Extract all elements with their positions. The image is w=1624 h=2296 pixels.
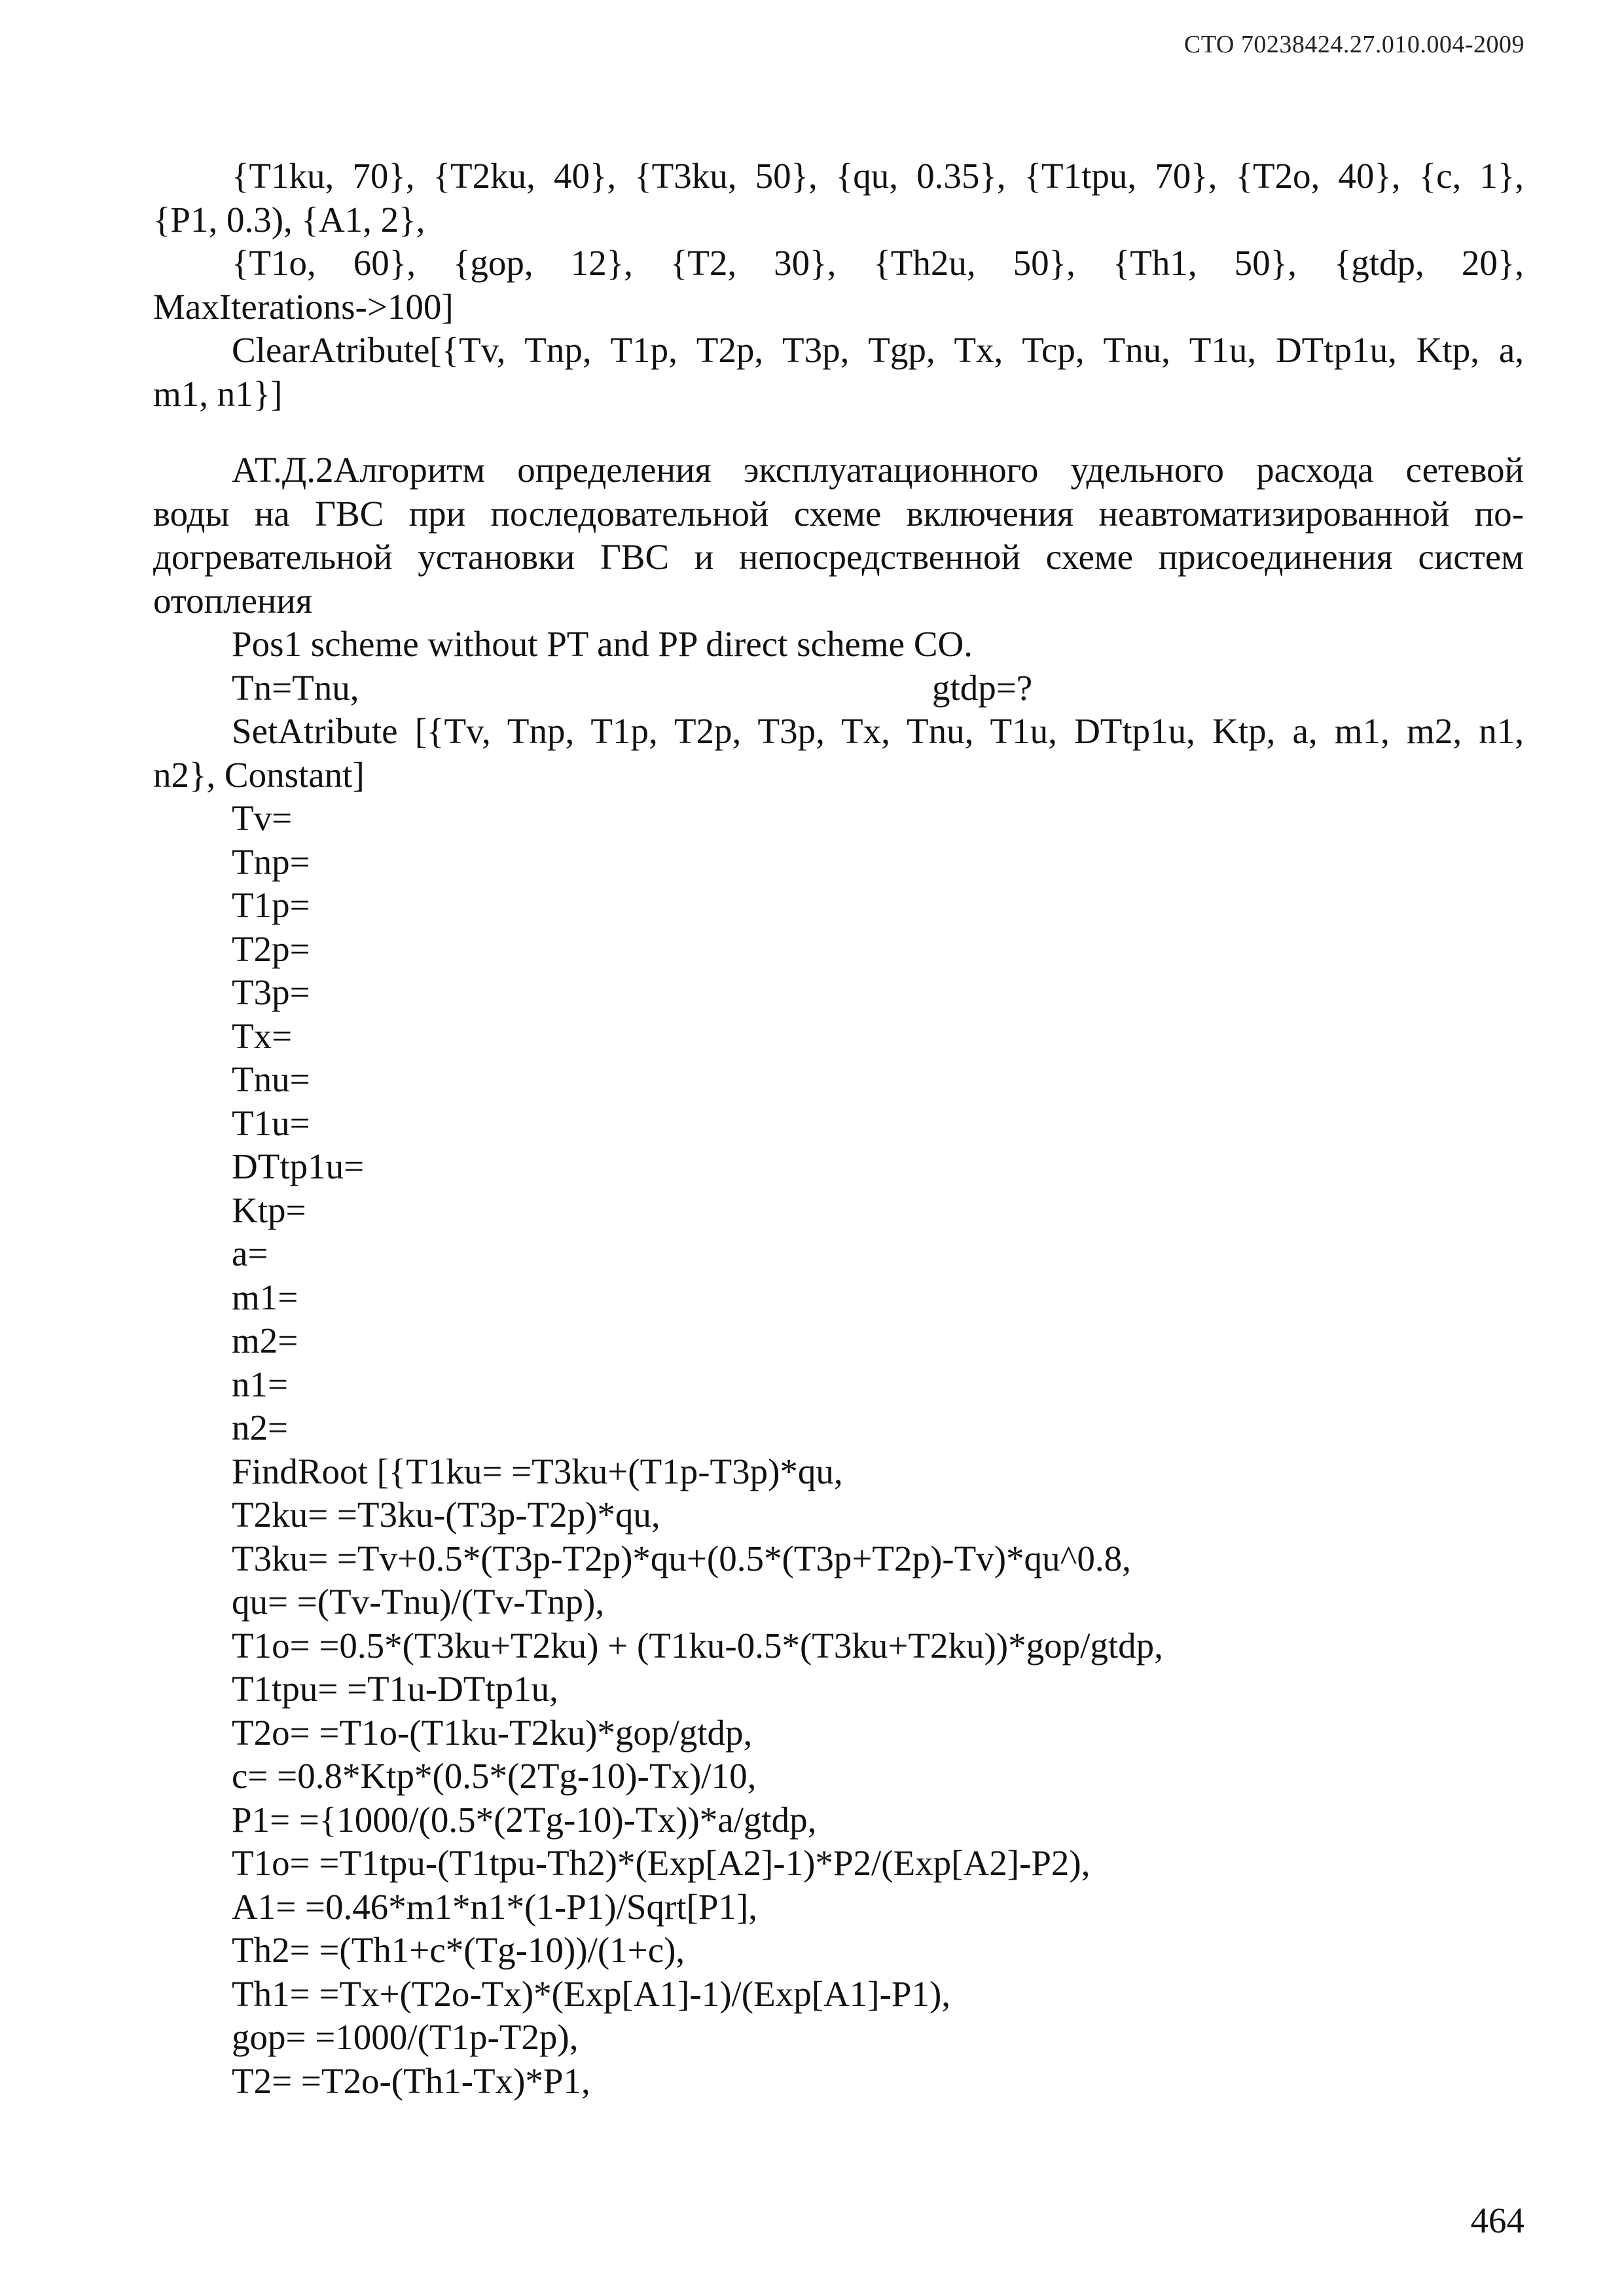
variable-line: n2= bbox=[232, 1408, 289, 1448]
equation-line: FindRoot [{T1ku= =T3ku+(T1p-T3p)*qu, bbox=[232, 1451, 843, 1491]
variable-line: T1p= bbox=[232, 885, 310, 925]
document-code-header: СТО 70238424.27.010.004-2009 bbox=[1183, 31, 1525, 58]
equation-line: T3ku= =Tv+0.5*(T3p-T2p)*qu+(0.5*(T3p+T2p)-Tv)*qu^0.8, bbox=[232, 1538, 1131, 1578]
equation-line: T1tpu= =T1u-DTtp1u, bbox=[232, 1669, 558, 1709]
paragraph-gap bbox=[153, 416, 1524, 448]
variable-line: Tv= bbox=[232, 798, 293, 838]
equation-line: T2o= =T1o-(T1ku-T2ku)*gop/gtdp, bbox=[232, 1712, 753, 1753]
equation-line: qu= =(Tv-Tnu)/(Tv-Tnp), bbox=[232, 1582, 605, 1622]
code-line: n2}, Constant] bbox=[153, 754, 365, 795]
variable-line: a= bbox=[232, 1233, 268, 1273]
section-heading-line: АТ.Д.2Алгоритм определения эксплуатационного удельного расхода сетевой bbox=[232, 450, 1524, 490]
equation-line: c= =0.8*Ktp*(0.5*(2Tg-10)-Tx)/10, bbox=[232, 1756, 757, 1796]
equation-line: A1= =0.46*m1*n1*(1-P1)/Sqrt[P1], bbox=[232, 1886, 758, 1927]
page-body bbox=[153, 155, 1524, 2103]
variable-line: T3p= bbox=[232, 972, 310, 1012]
variable-line: DTtp1u= bbox=[232, 1146, 365, 1186]
equation-line: T1o= =0.5*(T3ku+T2ku) + (T1ku-0.5*(T3ku+T2ku))*gop/gtdp, bbox=[232, 1625, 1163, 1666]
equation-line: Th2= =(Th1+c*(Tg-10))/(1+c), bbox=[232, 1930, 685, 1970]
equation-line: Th1= =Tx+(T2o-Tx)*(Exp[A1]-1)/(Exp[A1]-P1), bbox=[232, 1973, 951, 2014]
variable-line: Tx= bbox=[232, 1015, 293, 1056]
code-line-with-tab bbox=[153, 666, 1524, 710]
variable-line: Tnp= bbox=[232, 841, 310, 882]
variable-line: m2= bbox=[232, 1321, 298, 1360]
equation-line: T2= =T2o-(Th1-Tx)*P1, bbox=[232, 2060, 590, 2101]
section-heading-line: отопления bbox=[153, 580, 313, 621]
code-text-left: Tn=Tnu, bbox=[232, 667, 359, 708]
code-line: {T1ku, 70}, {T2ku, 40}, {T3ku, 50}, {qu, 0.35}, {T1tpu, 70}, {T2o, 40}, {c, 1}, bbox=[232, 156, 1524, 196]
code-line: {P1, 0.3), {A1, 2}, bbox=[153, 199, 425, 240]
variable-line: n1= bbox=[232, 1364, 289, 1404]
page-number: 464 bbox=[1470, 2200, 1525, 2240]
code-line: ClearAtribute[{Tv, Tnp, T1p, T2p, T3p, Tgp, Tx, Tcp, Tnu, T1u, DTtp1u, Ktp, a, bbox=[232, 330, 1524, 370]
equation-line: gop= =1000/(T1p-T2p), bbox=[232, 2017, 579, 2057]
code-line: Pos1 scheme without PT and PP direct scheme CO. bbox=[232, 624, 973, 664]
variable-line: Tnu= bbox=[232, 1059, 310, 1099]
variable-line: Ktp= bbox=[232, 1190, 306, 1230]
equation-line: T1o= =T1tpu-(T1tpu-Th2)*(Exp[A2]-1)*P2/(Exp[A2]-P2), bbox=[232, 1843, 1091, 1883]
code-text-right: gtdp=? bbox=[932, 667, 1033, 708]
equation-line: T2ku= =T3ku-(T3p-T2p)*qu, bbox=[232, 1495, 660, 1535]
section-heading-line: догревательной установки ГВС и непосредственной схеме присоединения систем bbox=[153, 537, 1524, 577]
code-line: SetAtribute [{Tv, Tnp, T1p, T2p, T3p, Tx, Tnu, T1u, DTtp1u, Ktp, a, m1, m2, n1, bbox=[232, 711, 1524, 751]
code-line: m1, n1}] bbox=[153, 373, 283, 414]
equation-line: P1= ={1000/(0.5*(2Tg-10)-Tx))*a/gtdp, bbox=[232, 1799, 817, 1840]
variable-line: m1= bbox=[232, 1277, 298, 1317]
variable-line: T1u= bbox=[232, 1102, 310, 1143]
code-line: MaxIterations->100] bbox=[153, 286, 454, 327]
variable-line: T2p= bbox=[232, 928, 310, 969]
code-line: {T1o, 60}, {gop, 12}, {T2, 30}, {Th2u, 50}, {Th1, 50}, {gtdp, 20}, bbox=[232, 243, 1524, 283]
section-heading-line: воды на ГВС при последовательной схеме включения неавтоматизированной по- bbox=[153, 493, 1524, 534]
